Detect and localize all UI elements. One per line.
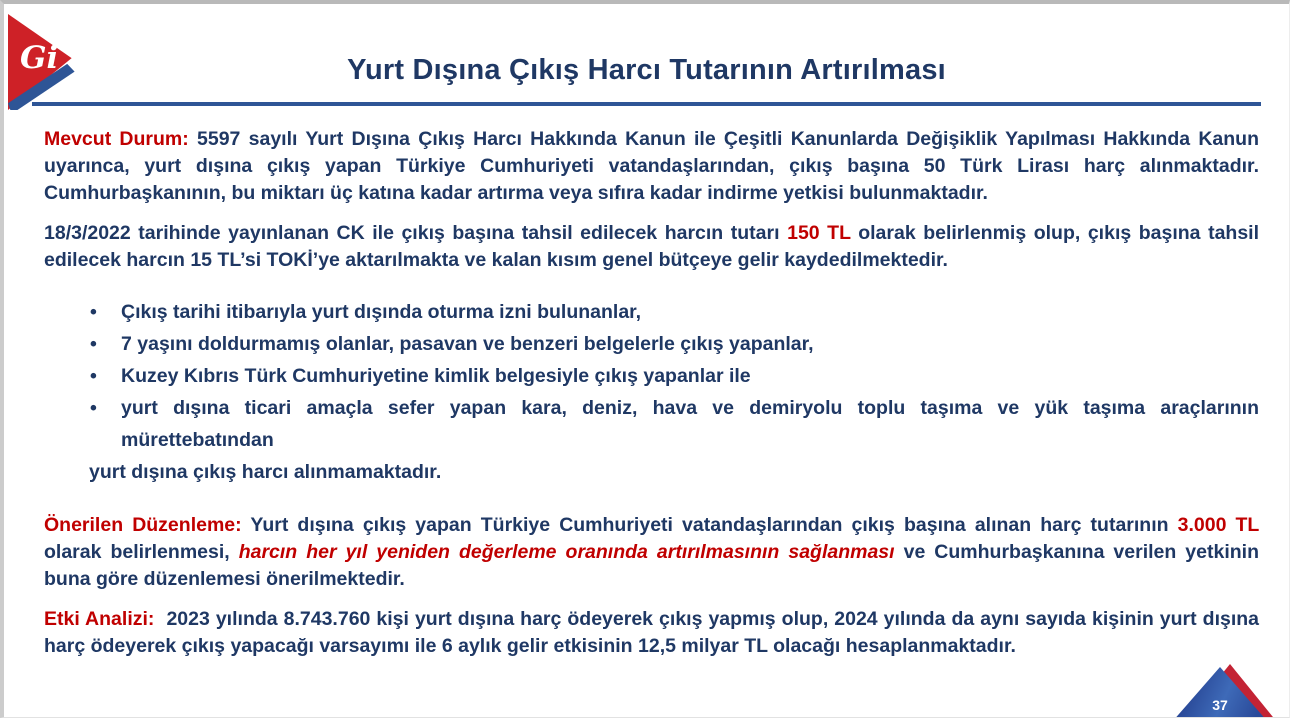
decree-text-before: 18/3/2022 tarihinde yayınlanan CK ile çıkış başına tahsil edilecek harcın tutarı [44, 222, 780, 244]
bullet-text: 7 yaşını doldurmamış olanlar, pasavan ve benzeri belgelerle çıkış yapanlar, [121, 333, 814, 355]
decree-text-after: olarak belirlenmiş olup, çıkış başına tahsil edilecek harcın 15 TL’si TOKİ’ye aktarılmakta ve kalan kısım genel bütçeye gelir kaydedilmektedir. [44, 222, 1260, 271]
decree-amount-highlight: 150 TL [787, 222, 851, 244]
current-situation-text: 5597 sayılı Yurt Dışına Çıkış Harcı Hakkında Kanun ile Çeşitli Kanunlarda Değişiklik Yapılması Hakkında Kanun uyarınca, yurt dışına çıkış yapan Türkiye Cumhuriyeti vatandaşlarından, çıkış başına 50 Türk Lirası harç alınmaktadır. Cumhurbaşkanının, bu miktarı üç katına kadar artırma veya sıfıra kadar indirme yetkisi bulunmaktadır. [44, 128, 1259, 204]
header-divider-line [32, 102, 1261, 106]
revaluation-emphasis: harcın her yıl yeniden değerleme oranında artırılmasının sağlanması [238, 541, 895, 563]
bullet-item-commercial-crew [44, 392, 1259, 456]
slide-title: Yurt Dışına Çıkış Harcı Tutarının Artırılması [347, 54, 946, 86]
logo-monogram: Gi [20, 40, 59, 76]
proposed-amount-highlight: 3.000 TL [1177, 514, 1259, 536]
bullet-item-residence-permit [44, 296, 1259, 328]
paragraph-decree [44, 220, 1259, 274]
paragraph-proposed-regulation [44, 512, 1259, 593]
page-number: 37 [1212, 697, 1228, 713]
proposed-regulation-text-1: Yurt dışına çıkış yapan Türkiye Cumhuriyeti vatandaşlarından çıkış başına alınan harç tutarının [250, 514, 1169, 536]
paragraph-current-situation [44, 126, 1259, 207]
bullet-text: Kuzey Kıbrıs Türk Cumhuriyetine kimlik belgesiyle çıkış yapanlar ile [121, 365, 751, 387]
exemption-bullet-list [44, 296, 1259, 456]
proposed-regulation-label: Önerilen Düzenleme: [44, 514, 242, 536]
bullet-text: Çıkış tarihi itibarıyla yurt dışında oturma izni bulunanlar, [121, 301, 642, 323]
bullet-list-continuation: yurt dışına çıkış harcı alınmamaktadır. [89, 461, 442, 483]
paragraph-impact-analysis [44, 606, 1259, 660]
current-situation-label: Mevcut Durum: [44, 128, 189, 150]
page-number-pyramid [1172, 664, 1278, 718]
slide-header [4, 4, 1289, 104]
bullet-item-kktc-id [44, 360, 1259, 392]
bullet-text: yurt dışına ticari amaçla sefer yapan kara, deniz, hava ve demiryolu toplu taşıma ve yük taşıma araçlarının mürettebatından [121, 397, 1259, 451]
impact-analysis-text: 2023 yılında 8.743.760 kişi yurt dışına harç ödeyerek çıkış yapmış olup, 2024 yılında da aynı sayıda kişinin yurt dışına harç ödeyerek çıkış yapacağı varsayımı ile 6 aylık gelir etkisinin 12,5 milyar TL olacağı hesaplanmaktadır. [44, 608, 1260, 657]
proposed-regulation-text-3: ve Cumhurbaşkanına verilen yetkinin buna göre düzenlemesi önerilmektedir. [44, 541, 1259, 590]
impact-analysis-label: Etki Analizi: [44, 608, 155, 630]
proposed-regulation-text-2: olarak belirlenmesi, [44, 541, 230, 563]
gib-logo [8, 14, 82, 110]
bullet-item-under-seven [44, 328, 1259, 360]
slide-body [44, 126, 1259, 660]
